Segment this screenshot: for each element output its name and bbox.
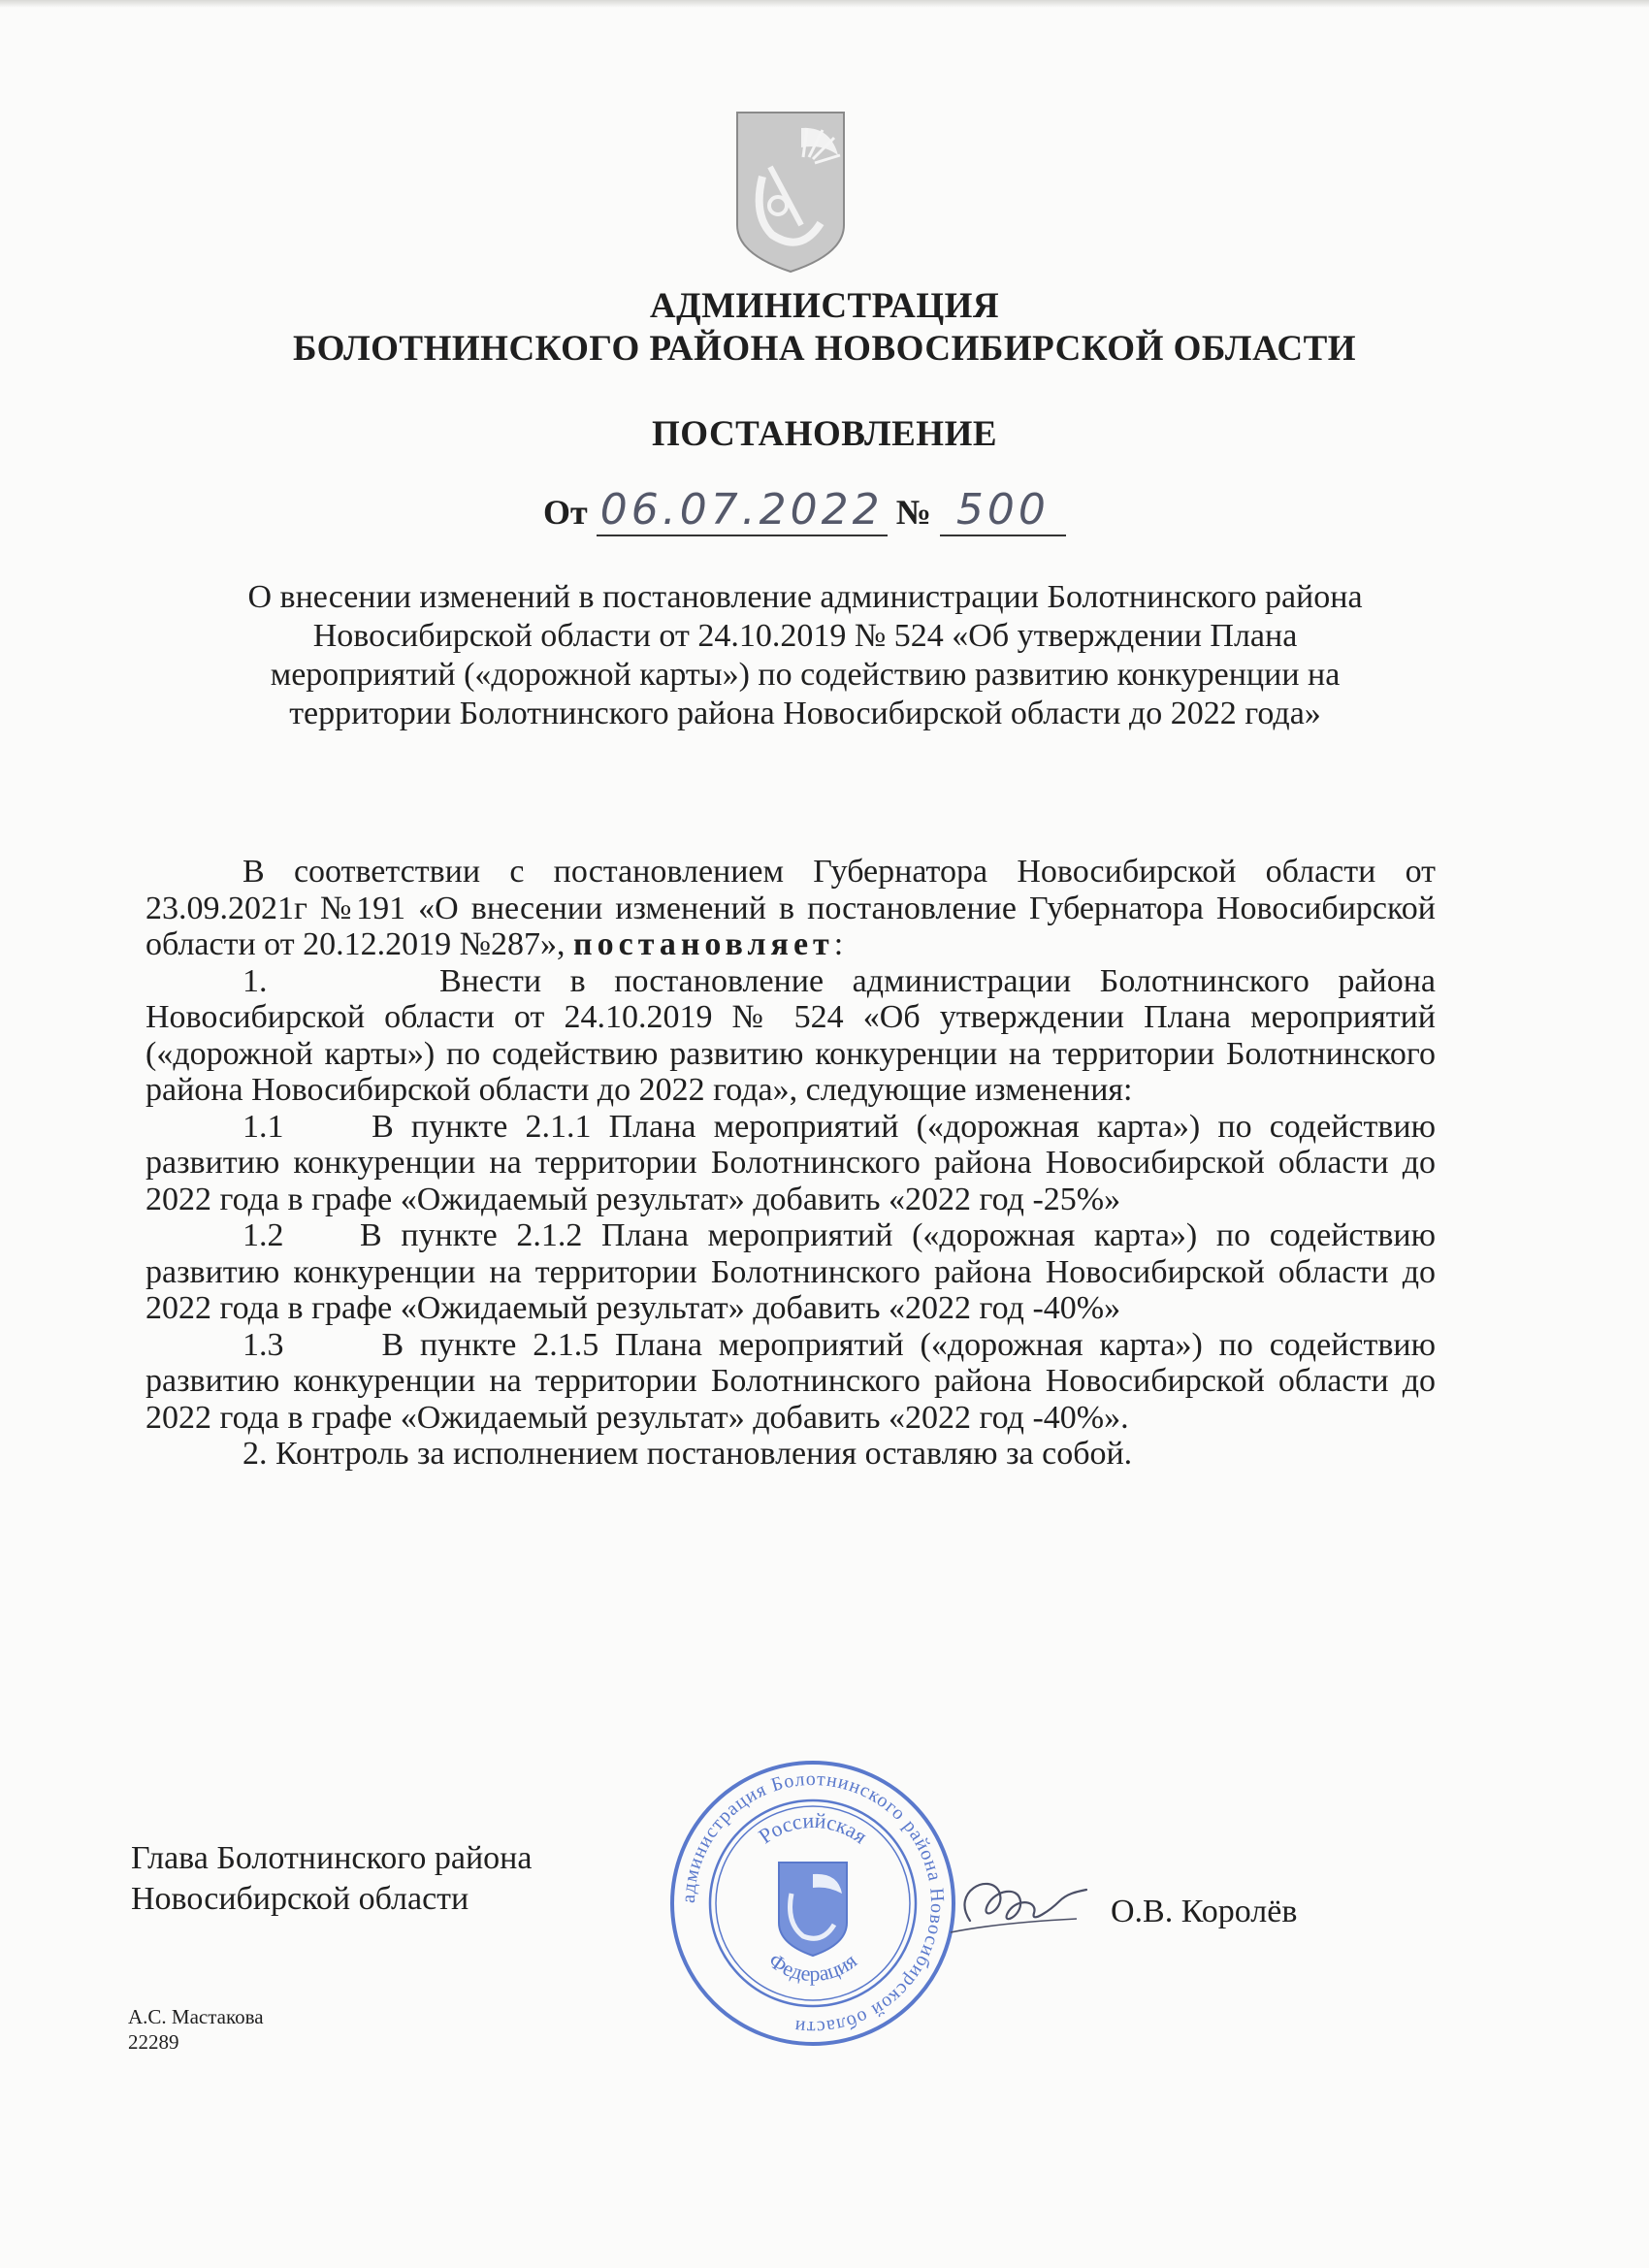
signatory-title-line2: Новосибирской области xyxy=(131,1881,469,1917)
executor-phone: 22289 xyxy=(128,2030,179,2054)
signatory-name: О.В. Королёв xyxy=(1111,1894,1298,1929)
body-text xyxy=(146,854,1436,1473)
subject-line: территории Болотнинского района Новосибирской области до 2022 года» xyxy=(289,696,1321,731)
org-title-line1: АДМИНИСТРАЦИЯ xyxy=(649,286,1000,326)
item-1-3: 1.3 В пункте 2.1.5 Плана мероприятий («дорожная карта») по содействию развитию конкуренции на территории Болотнинского района Новосибирской области до 2022 года в графе «Ожидаемый результат» добавить «2022 год -40%». xyxy=(146,1326,1436,1436)
item-2: 2. Контроль за исполнением постановления оставляю за собой. xyxy=(242,1436,1133,1472)
official-seal xyxy=(667,1758,958,2049)
seal-outer-text: администрация Болотнинского района Новосибирской области xyxy=(677,1767,949,2039)
scan-edge xyxy=(0,0,1649,8)
executor-name: А.С. Мастакова xyxy=(128,2005,264,2028)
intro-end: : xyxy=(833,926,844,962)
executor-info xyxy=(128,2004,264,2055)
date-value: 06.07.2022 xyxy=(597,485,888,536)
intro-paragraph xyxy=(146,854,1436,963)
svg-text:Российская xyxy=(754,1808,872,1849)
subject-block xyxy=(155,578,1455,733)
subject-line: Новосибирской области от 24.10.2019 № 524 «Об утверждении Плана xyxy=(312,618,1298,654)
intro-text: В соответствии с постановлением Губернатора Новосибирской области от 23.09.2021г №191 «О внесении изменений в постановление Губернатора Новосибирской области от 20.12.2019 №287», xyxy=(146,854,1436,962)
number-prefix: № xyxy=(895,493,931,532)
document-type-title: ПОСТАНОВЛЕНИЕ xyxy=(651,414,998,454)
seal-inner-top: Российская xyxy=(754,1807,872,1849)
signatory-title xyxy=(131,1838,532,1920)
date-number-line xyxy=(543,485,1066,536)
seal-inner-bottom: Федерация xyxy=(764,1948,861,1987)
item-1-1: 1.1 В пункте 2.1.1 Плана мероприятий («дорожная карта») по содействию развитию конкуренции на территории Болотнинского района Новосибирской области до 2022 года в графе «Ожидаемый результат» добавить «2022 год -25%» xyxy=(146,1108,1436,1217)
coat-of-arms-emblem xyxy=(733,109,848,275)
item-1: 1. Внести в постановление администрации Болотнинского района Новосибирской области от 24.10.2019 № 524 «Об утверждении Плана мероприятий («дорожной карты») по содействию развитию конкуренции на территории Болотнинского района Новосибирской области до 2022 года», следующие изменения: xyxy=(146,962,1436,1108)
handwritten-signature xyxy=(931,1863,1096,1950)
org-title-line2: БОЛОТНИНСКОГО РАЙОНА НОВОСИБИРСКОЙ ОБЛАСТИ xyxy=(292,329,1357,369)
item-1-2: 1.2 В пункте 2.1.2 Плана мероприятий («дорожная карта») по содействию развитию конкуренции на территории Болотнинского района Новосибирской области до 2022 года в графе «Ожидаемый результат» добавить «2022 год -40%» xyxy=(146,1217,1436,1326)
signatory-title-line1: Глава Болотнинского района xyxy=(131,1840,533,1876)
decree-keyword: постановляет xyxy=(573,926,834,962)
subject-line: мероприятий («дорожной карты») по содействию развитию конкуренции на xyxy=(270,657,1341,693)
subject-line: О внесении изменений в постановление администрации Болотнинского района xyxy=(247,579,1363,615)
date-prefix: От xyxy=(543,493,588,532)
number-value: 500 xyxy=(940,485,1066,536)
